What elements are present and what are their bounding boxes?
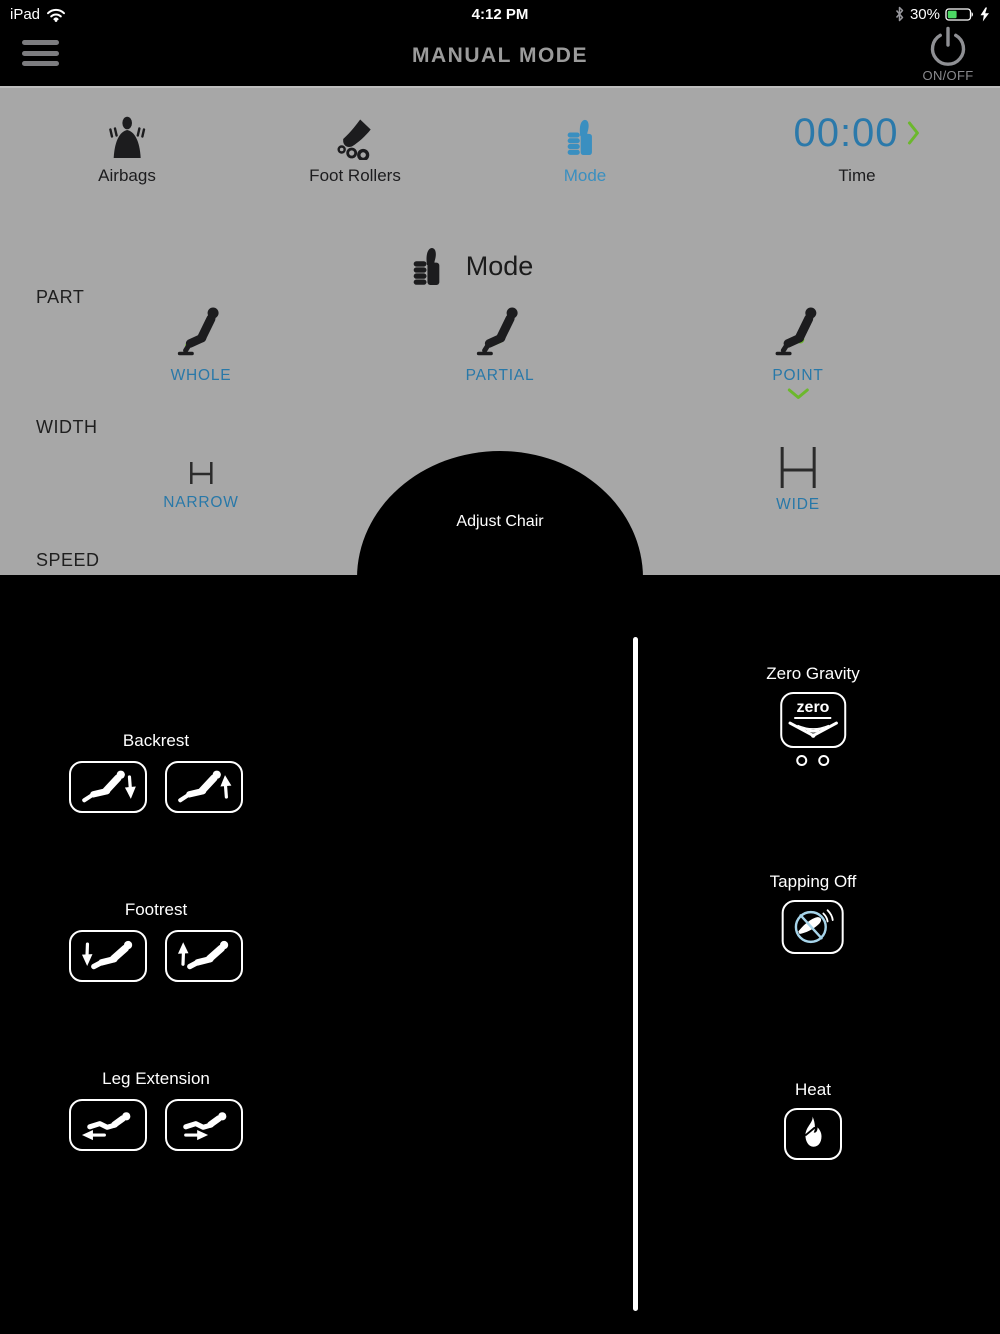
adjust-chair-button[interactable] bbox=[357, 451, 643, 578]
seated-person-partial-icon bbox=[476, 305, 524, 363]
width-option-narrow-label: NARROW bbox=[163, 494, 239, 511]
leg-extension-extend-button[interactable] bbox=[165, 1099, 243, 1151]
leg-extension-retract-button[interactable] bbox=[69, 1099, 147, 1151]
footrest-down-icon bbox=[76, 935, 140, 977]
leg-extension-right-icon bbox=[172, 1104, 236, 1146]
zero-gravity-button[interactable] bbox=[780, 692, 846, 748]
tapping-off-icon bbox=[786, 905, 840, 949]
footrest-up-icon bbox=[172, 935, 236, 977]
part-option-point-label: POINT bbox=[772, 367, 824, 384]
battery-icon bbox=[945, 7, 975, 22]
power-icon bbox=[925, 24, 971, 70]
width-option-narrow[interactable] bbox=[163, 460, 238, 512]
tapping-off-label: Tapping Off bbox=[769, 872, 857, 891]
leg-extension-left-icon bbox=[76, 1104, 140, 1146]
zero-gravity-group bbox=[766, 664, 860, 766]
selected-chevron-down-icon bbox=[786, 388, 810, 400]
adjust-chair-label: Adjust Chair bbox=[456, 513, 544, 530]
power-label: ON/OFF bbox=[922, 68, 974, 83]
zero-gravity-label: Zero Gravity bbox=[766, 664, 860, 683]
footrest-group bbox=[69, 900, 243, 982]
device-label: iPad bbox=[10, 5, 41, 23]
toolbar-label-mode: Mode bbox=[563, 166, 607, 185]
zero-gravity-recline-icon bbox=[787, 721, 839, 740]
part-option-point[interactable] bbox=[772, 305, 823, 400]
part-option-partial[interactable] bbox=[466, 305, 535, 385]
width-option-wide-label: WIDE bbox=[776, 496, 820, 513]
mode-heading-label: Mode bbox=[465, 250, 534, 281]
part-option-whole[interactable] bbox=[171, 305, 232, 385]
backrest-down-button[interactable] bbox=[69, 761, 147, 813]
flame-icon bbox=[796, 1115, 830, 1153]
foot-rollers-icon bbox=[333, 118, 377, 160]
chevron-right-icon bbox=[907, 120, 921, 146]
power-button[interactable] bbox=[910, 24, 986, 83]
airbags-icon bbox=[107, 116, 147, 160]
page-title: MANUAL MODE bbox=[412, 44, 588, 67]
toolbar-item-foot-rollers[interactable] bbox=[309, 106, 401, 186]
backrest-up-icon bbox=[172, 766, 236, 808]
heat-label: Heat bbox=[795, 1080, 831, 1099]
footrest-label: Footrest bbox=[124, 900, 188, 919]
backrest-group bbox=[69, 731, 243, 813]
mode-heading bbox=[413, 245, 534, 287]
status-clock: 4:12 PM bbox=[471, 5, 529, 23]
leg-extension-group bbox=[69, 1069, 243, 1151]
heat-button[interactable] bbox=[784, 1108, 842, 1160]
leg-extension-label: Leg Extension bbox=[102, 1069, 210, 1088]
narrow-width-icon bbox=[187, 460, 215, 486]
battery-percent: 30% bbox=[909, 5, 940, 23]
toolbar-item-airbags[interactable] bbox=[98, 106, 156, 186]
toolbar-label-airbags: Airbags bbox=[98, 166, 156, 185]
header bbox=[0, 28, 1000, 86]
status-bar bbox=[0, 0, 1000, 28]
heat-group bbox=[784, 1080, 842, 1160]
backrest-up-button[interactable] bbox=[165, 761, 243, 813]
width-option-wide[interactable] bbox=[776, 445, 820, 514]
backrest-down-icon bbox=[76, 766, 140, 808]
tapping-off-group bbox=[770, 872, 857, 954]
width-section-label: WIDTH bbox=[36, 417, 98, 437]
zero-gravity-level-dots bbox=[797, 755, 830, 766]
toolbar-label-time: Time bbox=[838, 166, 876, 185]
tapping-off-button[interactable] bbox=[782, 900, 844, 954]
seated-person-point-icon bbox=[774, 305, 822, 363]
mode-heading-thumb-icon bbox=[413, 245, 451, 287]
adjust-panel bbox=[0, 575, 1000, 1334]
mode-section bbox=[0, 86, 1000, 575]
charging-bolt-icon bbox=[980, 7, 990, 22]
seated-person-whole-icon bbox=[177, 305, 225, 363]
time-value: 00:00 bbox=[793, 110, 899, 155]
part-option-partial-label: PARTIAL bbox=[465, 367, 535, 384]
wide-width-icon bbox=[777, 445, 819, 490]
bluetooth-icon bbox=[894, 6, 905, 22]
toolbar-item-time[interactable] bbox=[793, 106, 920, 186]
toolbar-item-mode[interactable] bbox=[564, 106, 607, 186]
part-option-whole-label: WHOLE bbox=[170, 367, 232, 384]
speed-section-label: SPEED bbox=[36, 550, 100, 570]
zero-badge: zero bbox=[795, 700, 832, 719]
toolbar-label-foot-rollers: Foot Rollers bbox=[309, 166, 401, 185]
part-section-label: PART bbox=[36, 287, 85, 307]
backrest-label: Backrest bbox=[122, 731, 190, 750]
footrest-down-button[interactable] bbox=[69, 930, 147, 982]
mode-thumb-icon bbox=[567, 114, 603, 160]
panel-divider bbox=[633, 637, 638, 1311]
footrest-up-button[interactable] bbox=[165, 930, 243, 982]
